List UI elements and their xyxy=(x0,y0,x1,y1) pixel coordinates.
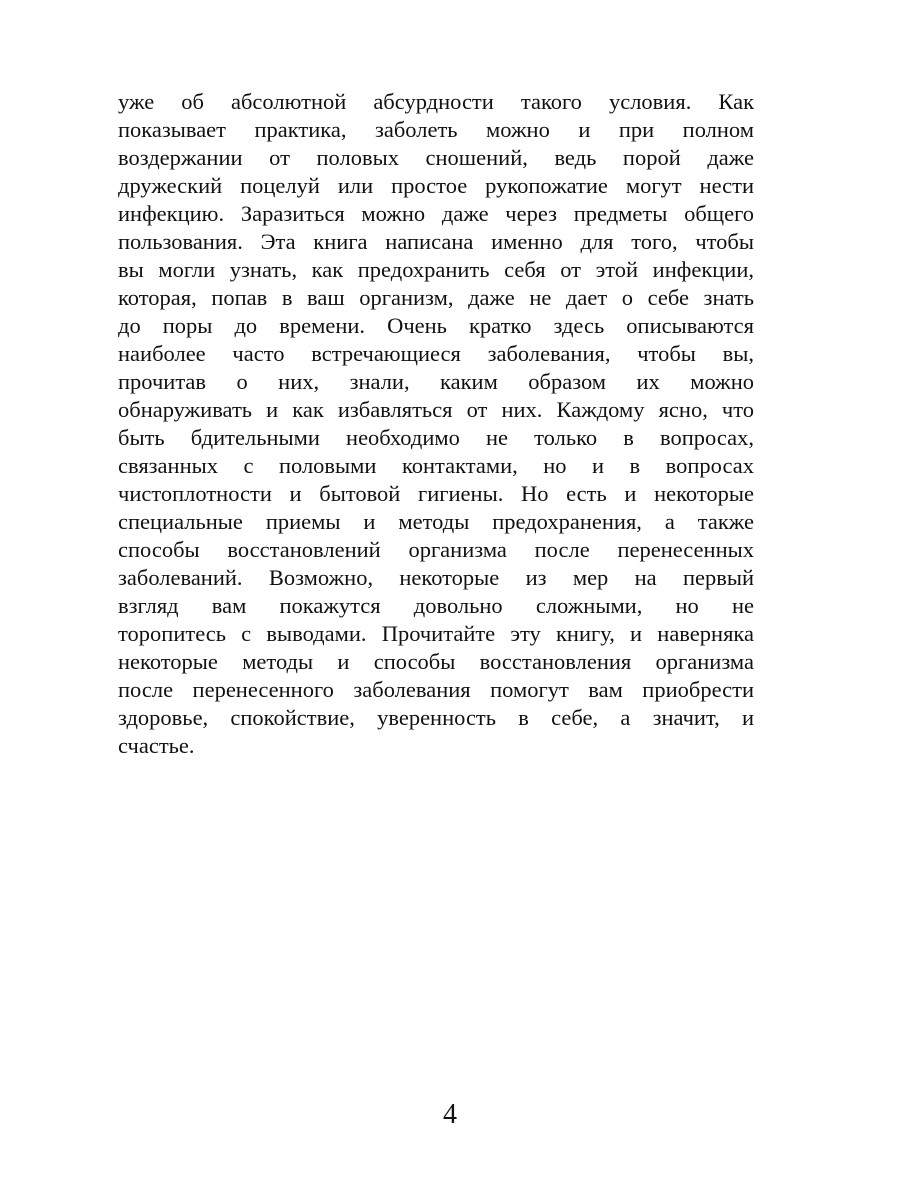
text-line: уже об абсолютной абсурдности такого условия. Как xyxy=(118,89,754,114)
text-line: прочитав о них, знали, каким образом их можно xyxy=(118,369,754,394)
text-line: чистоплотности и бытовой гигиены. Но есть и некоторые xyxy=(118,481,754,506)
text-line: после перенесенного заболевания помогут вам приобрести xyxy=(118,677,754,702)
text-line-last: счастье. xyxy=(118,733,195,758)
text-line: здоровье, спокойствие, уверенность в себе, а значит, и xyxy=(118,705,754,730)
text-line: торопитесь с выводами. Прочитайте эту книгу, и наверняка xyxy=(118,621,754,646)
text-line: наиболее часто встречающиеся заболевания, чтобы вы, xyxy=(118,341,754,366)
text-line: до поры до времени. Очень кратко здесь описываются xyxy=(118,313,754,338)
text-line: которая, попав в ваш организм, даже не дает о себе знать xyxy=(118,285,754,310)
page-number: 4 xyxy=(443,1099,457,1130)
text-line: дружеский поцелуй или простое рукопожатие могут нести xyxy=(118,173,754,198)
text-line: специальные приемы и методы предохранения, а также xyxy=(118,509,754,534)
text-line: инфекцию. Заразиться можно даже через предметы общего xyxy=(118,201,754,226)
text-line: связанных с половыми контактами, но и в вопросах xyxy=(118,453,754,478)
text-line: пользования. Эта книга написана именно для того, чтобы xyxy=(118,229,754,254)
text-line: воздержании от половых сношений, ведь порой даже xyxy=(118,145,754,170)
text-line: заболеваний. Возможно, некоторые из мер на первый xyxy=(118,565,754,590)
body-paragraph xyxy=(118,88,754,760)
text-line: некоторые методы и способы восстановления организма xyxy=(118,649,754,674)
text-line: способы восстановлений организма после перенесенных xyxy=(118,537,754,562)
text-line: взгляд вам покажутся довольно сложными, но не xyxy=(118,593,754,618)
text-line: вы могли узнать, как предохранить себя от этой инфекции, xyxy=(118,257,754,282)
text-line: быть бдительными необходимо не только в вопросах, xyxy=(118,425,754,450)
text-line: показывает практика, заболеть можно и при полном xyxy=(118,117,754,142)
text-line: обнаруживать и как избавляться от них. Каждому ясно, что xyxy=(118,397,754,422)
